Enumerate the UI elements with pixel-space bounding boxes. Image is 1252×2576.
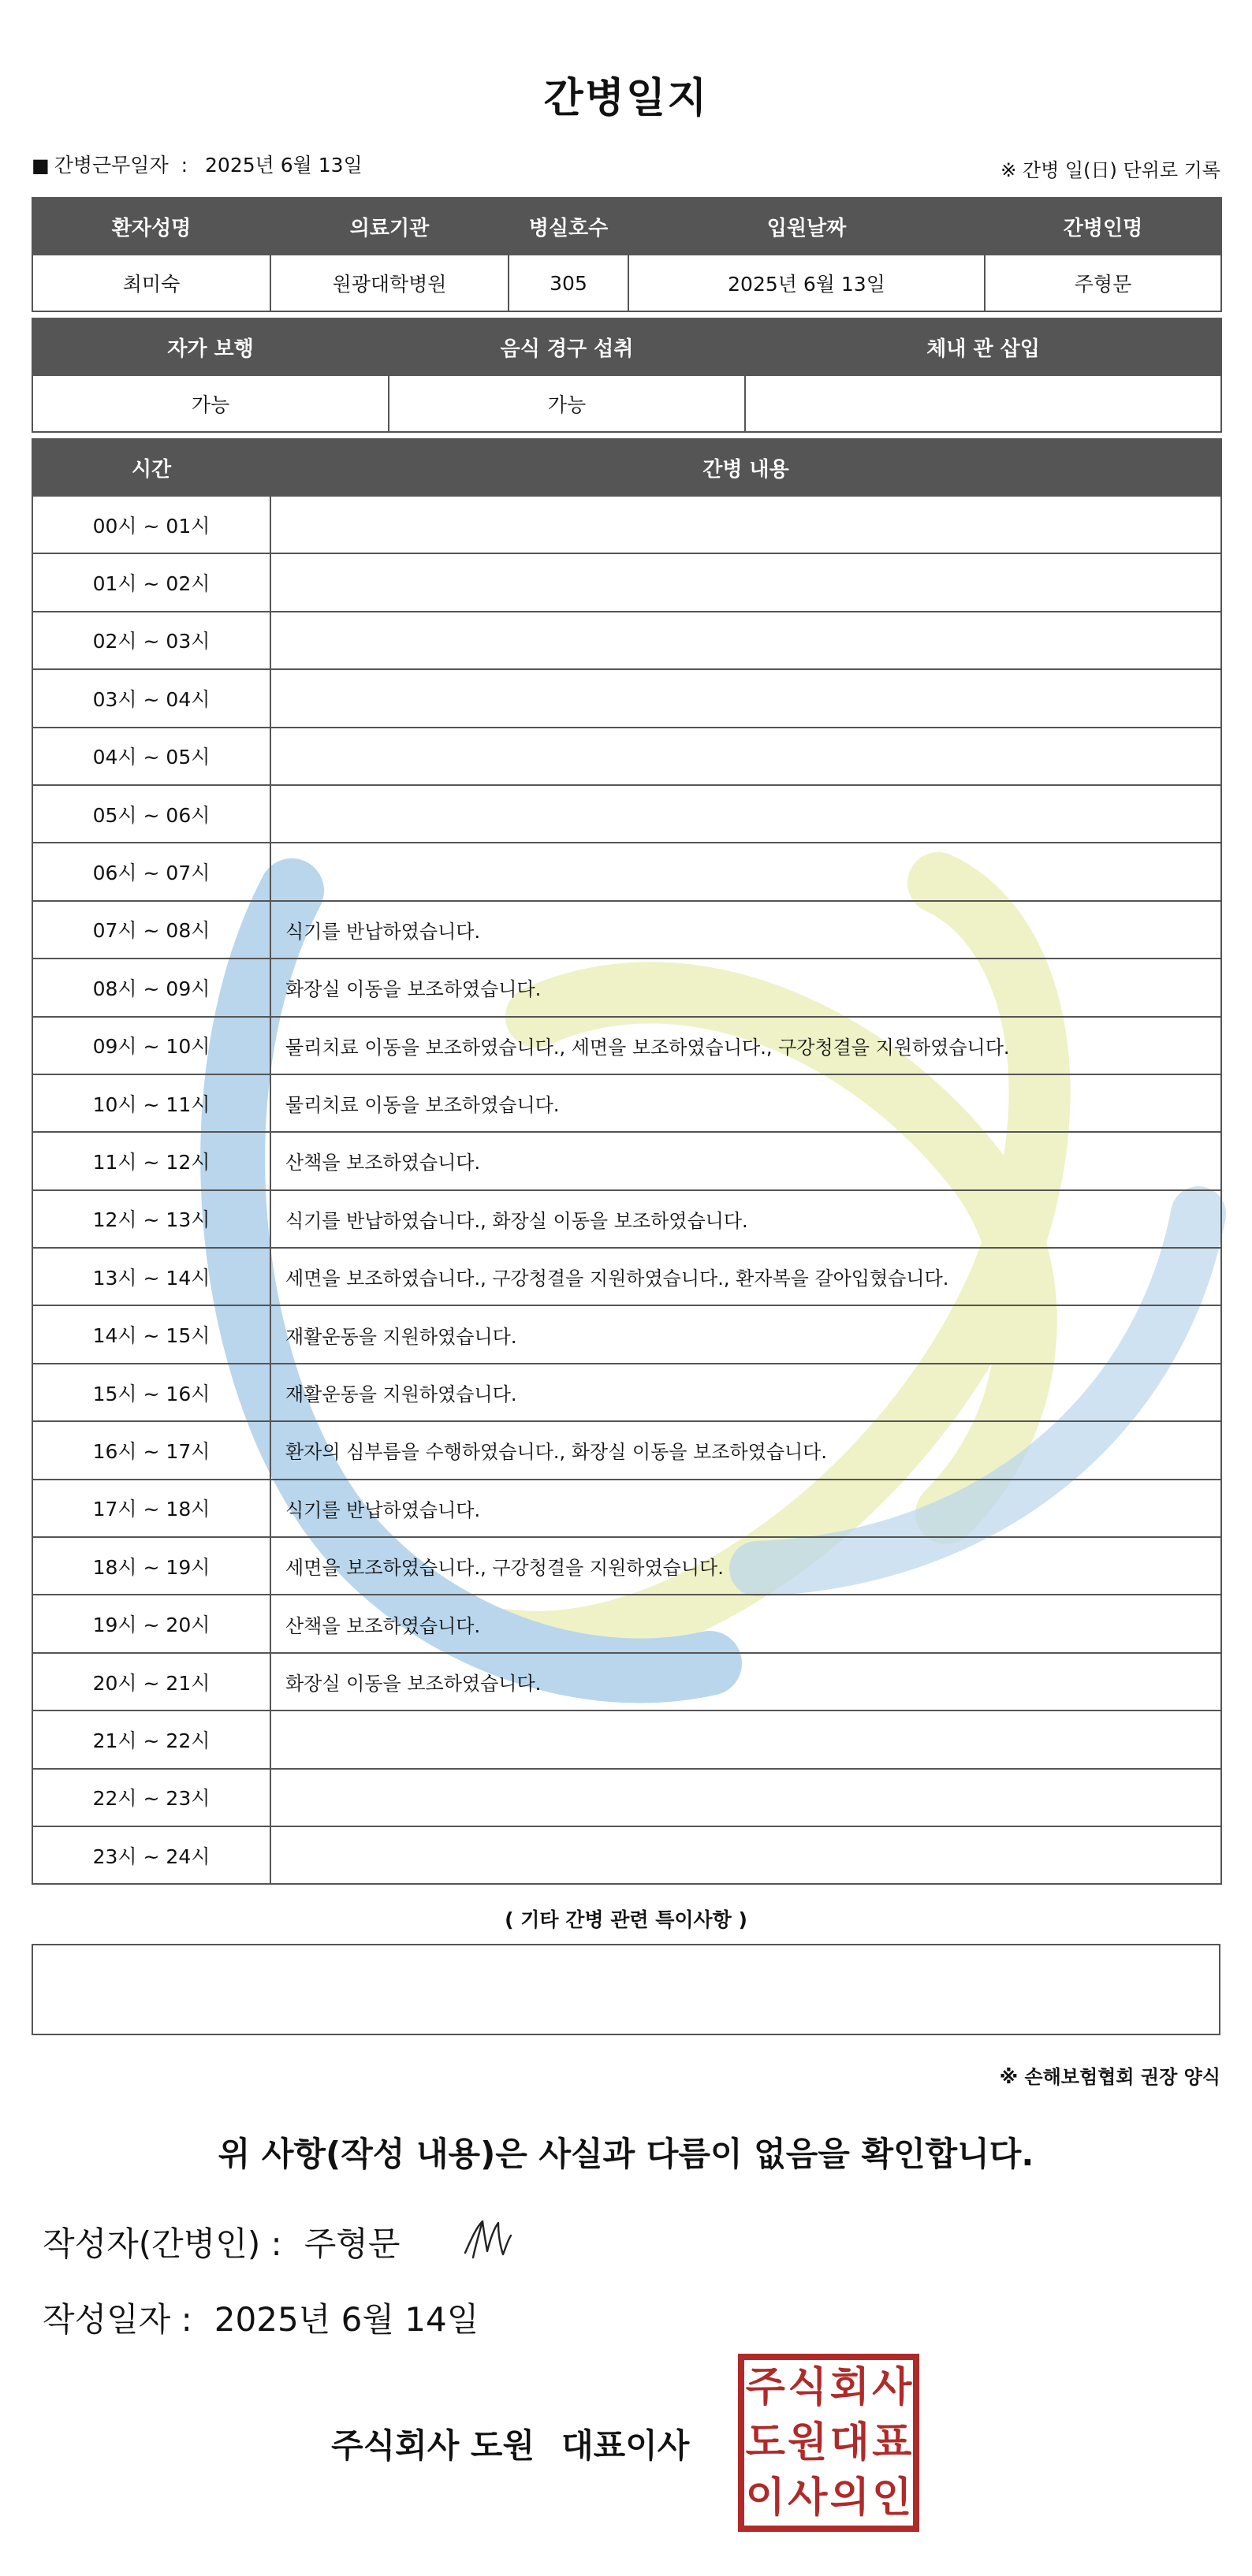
caregiver-name: 주형문 [985,255,1221,311]
patient-name: 최미숙 [32,255,270,311]
writer-line [43,2218,400,2265]
writer-label: 작성자(간병인) : [43,2224,282,2263]
time-slot: 09시 ~ 10시 [32,1017,270,1074]
care-content [270,496,1221,553]
header-admission-date: 입원날짜 [628,198,985,255]
table-row [32,1653,1221,1711]
self-walking-value: 가능 [32,375,389,432]
care-content: 산책을 보조하였습니다. [270,1132,1221,1189]
care-content: 식기를 반납하였습니다. [270,901,1221,959]
care-content: 산책을 보조하였습니다. [270,1595,1221,1652]
write-date-value: 2025년 6월 14일 [214,2300,479,2339]
care-content: 식기를 반납하였습니다., 화장실 이동을 보조하였습니다. [270,1190,1221,1248]
care-content [270,612,1221,669]
time-slot: 16시 ~ 17시 [32,1421,270,1479]
bullet-square-icon: ■ [32,154,50,177]
time-slot: 02시 ~ 03시 [32,612,270,669]
care-content: 세면을 보조하였습니다., 구강청결을 지원하였습니다., 환자복을 갈아입혔습니다. [270,1248,1221,1305]
time-slot: 18시 ~ 19시 [32,1537,270,1595]
time-slot: 13시 ~ 14시 [32,1248,270,1305]
time-slot: 01시 ~ 02시 [32,553,270,611]
writer-name: 주형문 [304,2224,401,2263]
time-slot: 15시 ~ 16시 [32,1364,270,1421]
header-room-number: 병실호수 [509,198,628,255]
company-name: 주식회사 도원 [331,2426,535,2465]
table-row [32,1595,1221,1652]
time-slot: 04시 ~ 05시 [32,728,270,785]
header-care-content: 간병 내용 [270,439,1221,496]
care-content [270,669,1221,727]
time-slot: 03시 ~ 04시 [32,669,270,727]
table-row [32,1305,1221,1363]
care-content: 세면을 보조하였습니다., 구강청결을 지원하였습니다. [270,1537,1221,1595]
duty-date-line [32,150,363,178]
unit-note: ※ 간병 일(日) 단위로 기록 [1000,159,1220,181]
patient-info-table [32,197,1222,312]
table-row [32,1537,1221,1595]
care-content [270,1769,1221,1826]
time-slot: 11시 ~ 12시 [32,1132,270,1189]
document-title: 간병일지 [543,75,709,122]
header-tube-insertion: 체내 관 삽입 [745,318,1221,375]
hospital-name: 원광대학병원 [270,255,509,311]
time-slot: 17시 ~ 18시 [32,1480,270,1537]
patient-ability-table [32,318,1222,433]
header-patient-name: 환자성명 [32,198,270,255]
table-row [32,1132,1221,1189]
care-content: 환자의 심부름을 수행하였습니다., 화장실 이동을 보조하였습니다. [270,1421,1221,1479]
duty-date-separator: : [181,154,188,177]
tube-insertion-value [745,375,1221,432]
table-row [32,1248,1221,1305]
table-row [32,1711,1221,1768]
confirmation-statement: 위 사항(작성 내용)은 사실과 다름이 없음을 확인합니다. [218,2135,1034,2173]
table-row [32,843,1221,900]
time-slot: 00시 ~ 01시 [32,496,270,553]
care-content [270,1711,1221,1768]
table-row [32,728,1221,785]
header-hospital: 의료기관 [270,198,509,255]
care-content [270,1826,1221,1884]
time-slot: 08시 ~ 09시 [32,959,270,1016]
table-row [32,496,1221,553]
care-content [270,728,1221,785]
write-date-line [43,2294,479,2341]
table-row [32,1480,1221,1537]
care-content [270,553,1221,611]
table-row [32,901,1221,959]
table-row [32,1074,1221,1132]
time-slot: 12시 ~ 13시 [32,1190,270,1248]
table-row [32,1826,1221,1884]
time-slot: 07시 ~ 08시 [32,901,270,959]
recommend-note: ※ 손해보험협회 권장 양식 [999,2066,1220,2088]
header-oral-intake: 음식 경구 섭취 [389,318,745,375]
time-slot: 05시 ~ 06시 [32,785,270,843]
time-slot: 23시 ~ 24시 [32,1826,270,1884]
oral-intake-value: 가능 [389,375,745,432]
company-seal-stamp: 주 식 회 사 도 원 대 표 이 사 의 인 [738,2354,919,2532]
table-row [32,959,1221,1016]
duty-date-label: 간병근무일자 [54,154,169,177]
care-content: 식기를 반납하였습니다. [270,1480,1221,1537]
notes-box [32,1944,1220,2035]
header-caregiver-name: 간병인명 [985,198,1221,255]
table-row [32,1769,1221,1826]
company-line [331,2420,689,2467]
care-content: 재활운동을 지원하였습니다. [270,1364,1221,1421]
time-slot: 21시 ~ 22시 [32,1711,270,1768]
header-self-walking: 자가 보행 [32,318,389,375]
notes-title: ( 기타 간병 관련 특이사항 ) [505,1908,747,1931]
table-row [32,785,1221,843]
admission-date: 2025년 6월 13일 [628,255,985,311]
time-slot: 20시 ~ 21시 [32,1653,270,1711]
time-slot: 06시 ~ 07시 [32,843,270,900]
table-row [32,1017,1221,1074]
care-content [270,785,1221,843]
time-slot: 22시 ~ 23시 [32,1769,270,1826]
time-slot: 14시 ~ 15시 [32,1305,270,1363]
care-content: 재활운동을 지원하였습니다. [270,1305,1221,1363]
care-content: 물리치료 이동을 보조하였습니다., 세면을 보조하였습니다., 구강청결을 지원하였습니다. [270,1017,1221,1074]
care-log-table [32,438,1222,1885]
company-representative-title: 대표이사 [561,2426,690,2465]
room-number: 305 [509,255,628,311]
table-row [32,669,1221,727]
table-row [32,612,1221,669]
table-row [32,1421,1221,1479]
write-date-label: 작성일자 : [43,2300,192,2339]
header-time: 시간 [32,439,270,496]
care-content: 화장실 이동을 보조하였습니다. [270,959,1221,1016]
time-slot: 19시 ~ 20시 [32,1595,270,1652]
duty-date-value: 2025년 6월 13일 [205,154,363,177]
care-content [270,843,1221,900]
handwritten-signature [459,2212,516,2269]
care-content: 물리치료 이동을 보조하였습니다. [270,1074,1221,1132]
table-row [32,1364,1221,1421]
table-row [32,553,1221,611]
table-row [32,1190,1221,1248]
care-content: 화장실 이동을 보조하였습니다. [270,1653,1221,1711]
time-slot: 10시 ~ 11시 [32,1074,270,1132]
